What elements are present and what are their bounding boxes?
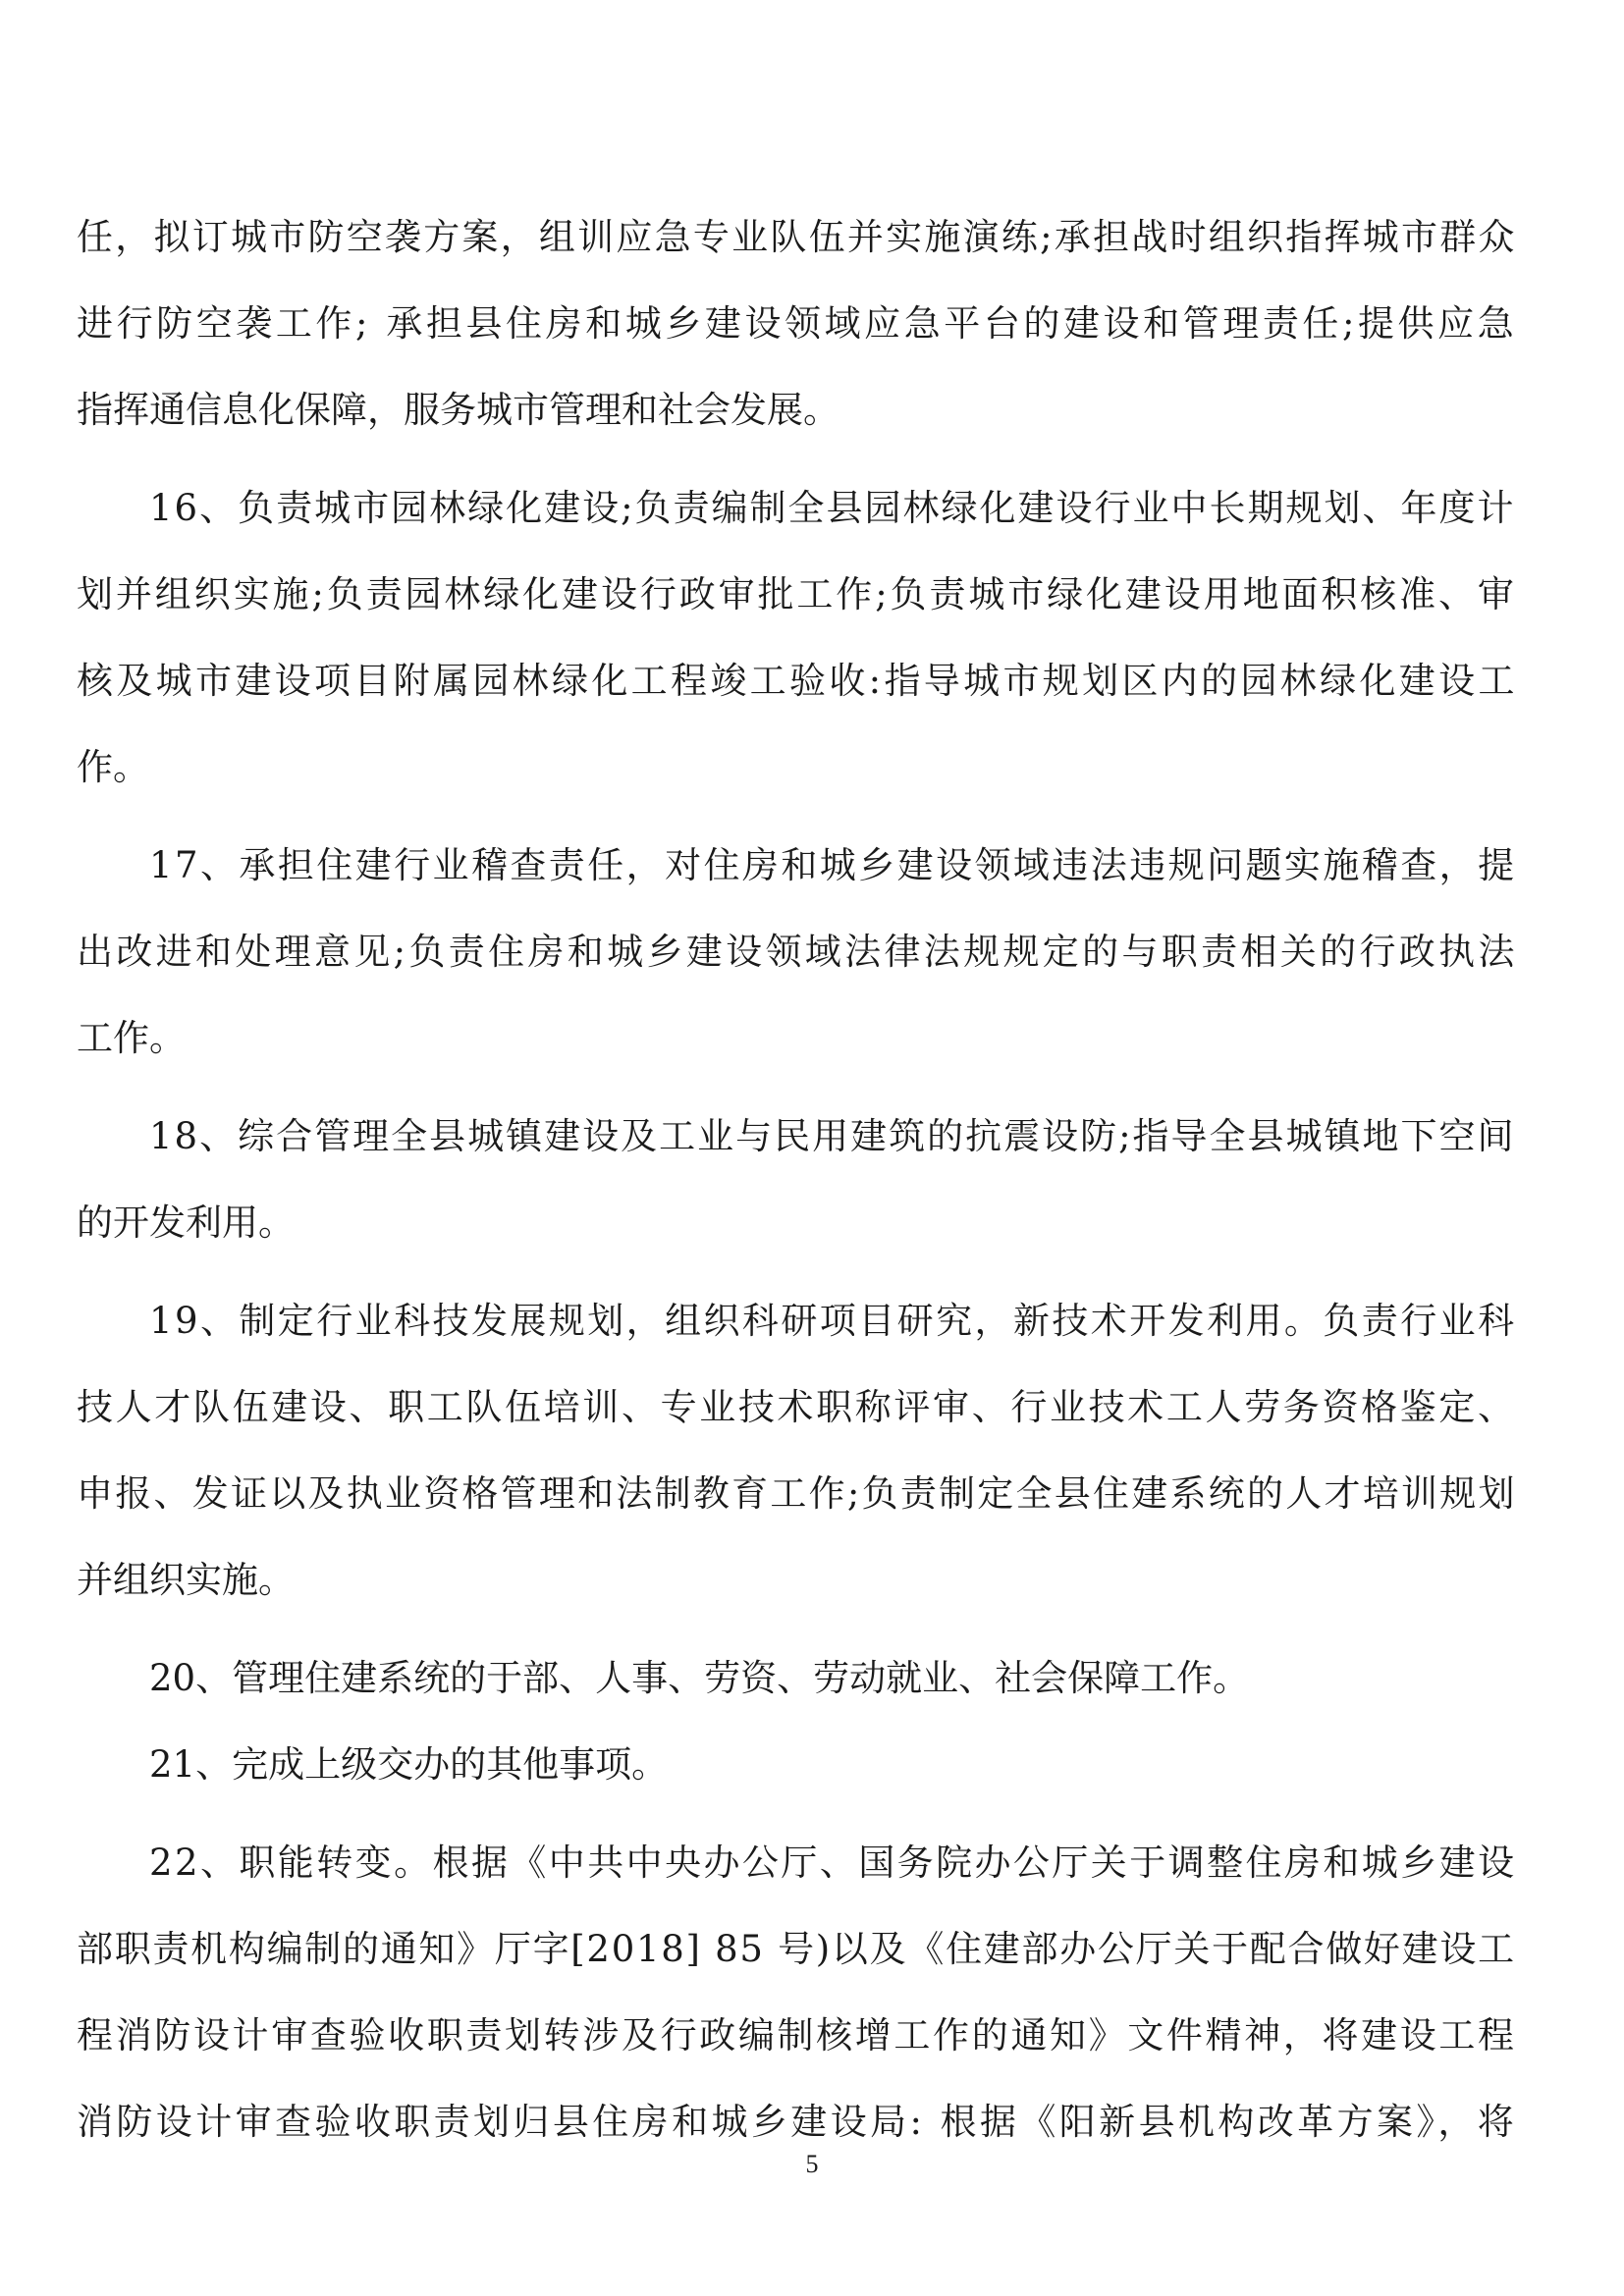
text-line: 19、制定行业科技发展规划，组织科研项目研究，新技术开发利用。负责行业科 (149, 1300, 1517, 1342)
text-line: 技人才队伍建设、职工队伍培训、专业技术职称评审、行业技术工人劳务资格鉴定、 (77, 1386, 1517, 1428)
text-line: 进行防空袭工作; 承担县住房和城乡建设领域应急平台的建设和管理责任;提供应急 (77, 302, 1518, 345)
text-line: 20、管理住建系统的于部、人事、劳资、劳动就业、社会保障工作。 (149, 1657, 1250, 1699)
text-line: 申报、发证以及执业资格管理和法制教育工作;负责制定全县住建系统的人才培训规划 (77, 1472, 1517, 1515)
text-line: 核及城市建设项目附属园林绿化工程竣工验收:指导城市规划区内的园林绿化建设工 (77, 660, 1518, 702)
text-line: 任，拟订城市防空袭方案，组训应急专业队伍并实施演练;承担战时组织指挥城市群众 (77, 216, 1517, 258)
page-number: 5 (805, 2150, 819, 2178)
text-line: 消防设计审查验收职责划归县住房和城乡建设局: 根据《阳新县机构改革方案》，将 (77, 2101, 1518, 2143)
text-line: 作。 (77, 746, 149, 788)
text-line: 16、负责城市园林绿化建设;负责编制全县园林绿化建设行业中长期规划、年度计 (149, 487, 1516, 529)
text-line: 工作。 (77, 1017, 186, 1059)
text-line: 指挥通信息化保障，服务城市管理和社会发展。 (77, 389, 839, 431)
text-line: 出改进和处理意见;负责住房和城乡建设领域法律法规规定的与职责相关的行政执法 (77, 931, 1518, 973)
text-line: 划并组织实施;负责园林绿化建设行政审批工作;负责城市绿化建设用地面积核准、审 (77, 573, 1517, 615)
text-line: 22、职能转变。根据《中共中央办公厅、国务院办公厅关于调整住房和城乡建设 (149, 1842, 1517, 1884)
text-line: 部职责机构编制的通知》厅字[2018] 85 号)以及《住建部办公厅关于配合做好建设工 (77, 1928, 1516, 1970)
text-line: 并组织实施。 (77, 1559, 295, 1601)
text-line: 17、承担住建行业稽查责任，对住房和城乡建设领域违法违规问题实施稽查，提 (149, 844, 1517, 886)
text-line: 程消防设计审查验收职责划转涉及行政编制核增工作的通知》文件精神，将建设工程 (77, 2014, 1517, 2056)
text-line: 18、综合管理全县城镇建设及工业与民用建筑的抗震设防;指导全县城镇地下空间 (149, 1115, 1516, 1157)
text-line: 21、完成上级交办的其他事项。 (149, 1743, 669, 1786)
text-line: 的开发利用。 (77, 1201, 295, 1244)
